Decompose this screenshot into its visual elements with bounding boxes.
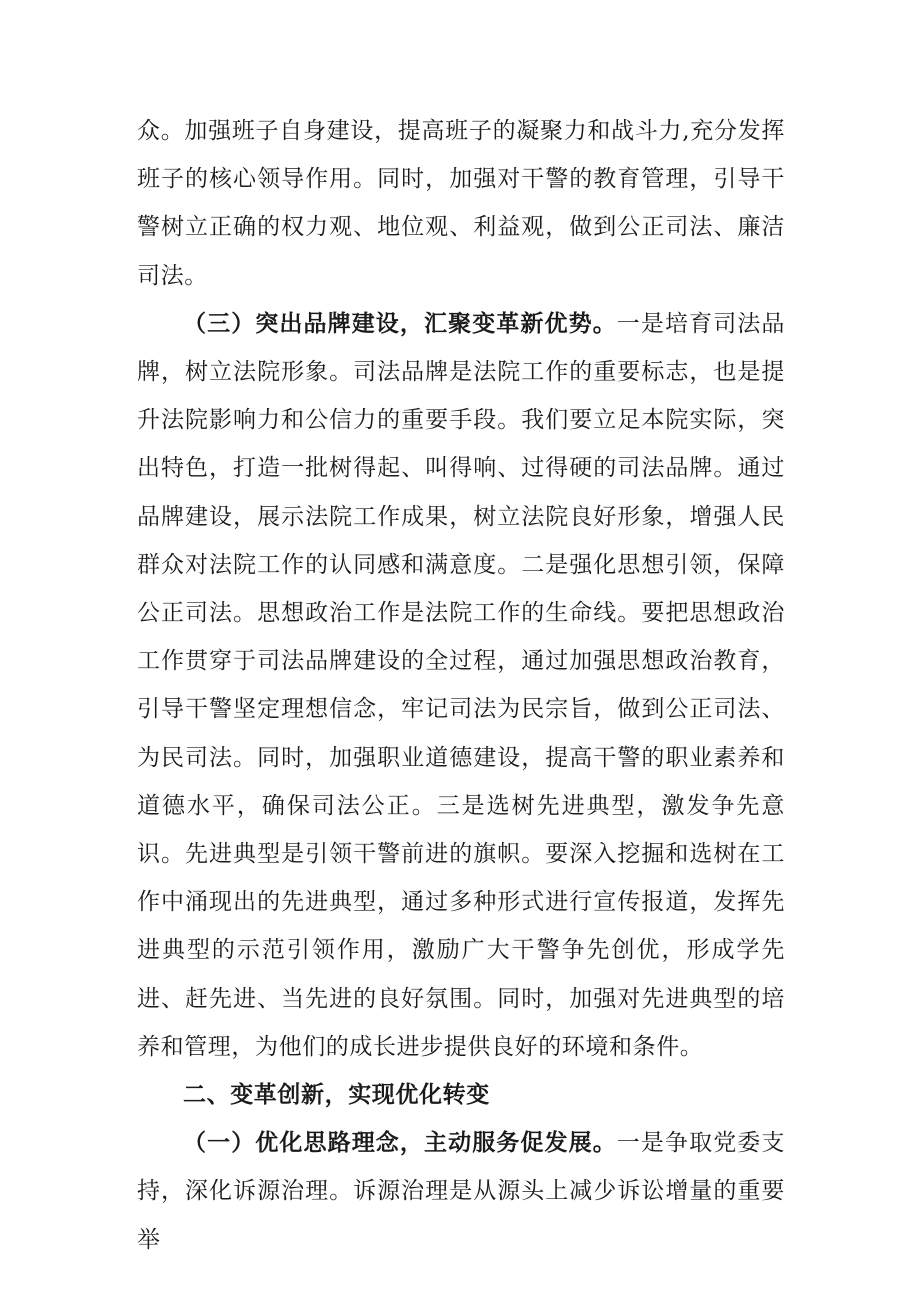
paragraph-continuation: 众。加强班子自身建设，提高班子的凝聚力和战斗力,充分发挥班子的核心领导作用。同时，加强对干警的教育管理，引导干警树立正确的权力观、地位观、利益观，做到公正司法、廉洁司法。: [137, 118, 785, 289]
subheading-optimize-thinking: （一）优化思路理念，主动服务促发展。: [183, 1129, 617, 1157]
paragraph-brand-building: [137, 300, 785, 1071]
subheading-brand-building: （三）突出品牌建设，汇聚变革新优势。: [183, 309, 617, 337]
paragraph-optimize-thinking: [137, 1119, 785, 1264]
paragraph-brand-building-body: 一是培育司法品牌，树立法院形象。司法品牌是法院工作的重要标志，也是提升法院影响力和公信力的重要手段。我们要立足本院实际，突出特色，打造一批树得起、叫得响、过得硬的司法品牌。通过品牌建设，展示法院工作成果，树立法院良好形象，增强人民群众对法院工作的认同感和满意度。二是强化思想引领，保障公正司法。思想政治工作是法院工作的生命线。要把思想政治工作贯穿于司法品牌建设的全过程，通过加强思想政治教育，引导干警坚定理想信念，牢记司法为民宗旨，做到公正司法、为民司法。同时，加强职业道德建设，提高干警的职业素养和道德水平，确保司法公正。三是选树先进典型，激发争先意识。先进典型是引领干警前进的旗帜。要深入挖掘和选树在工作中涌现出的先进典型，通过多种形式进行宣传报道，发挥先进典型的示范引领作用，激励广大干警争先创优，形成学先进、赶先进、当先进的良好氛围。同时，加强对先进典型的培养和管理，为他们的成长进步提供良好的环境和条件。: [137, 310, 785, 1060]
section-heading: 二、变革创新，实现优化转变: [183, 1081, 490, 1109]
document-page: [137, 107, 785, 1264]
paragraph-optimize-thinking-body: 一是争取党委支持，深化诉源治理。诉源治理是从源头上减少诉讼增量的重要举: [137, 1130, 785, 1253]
